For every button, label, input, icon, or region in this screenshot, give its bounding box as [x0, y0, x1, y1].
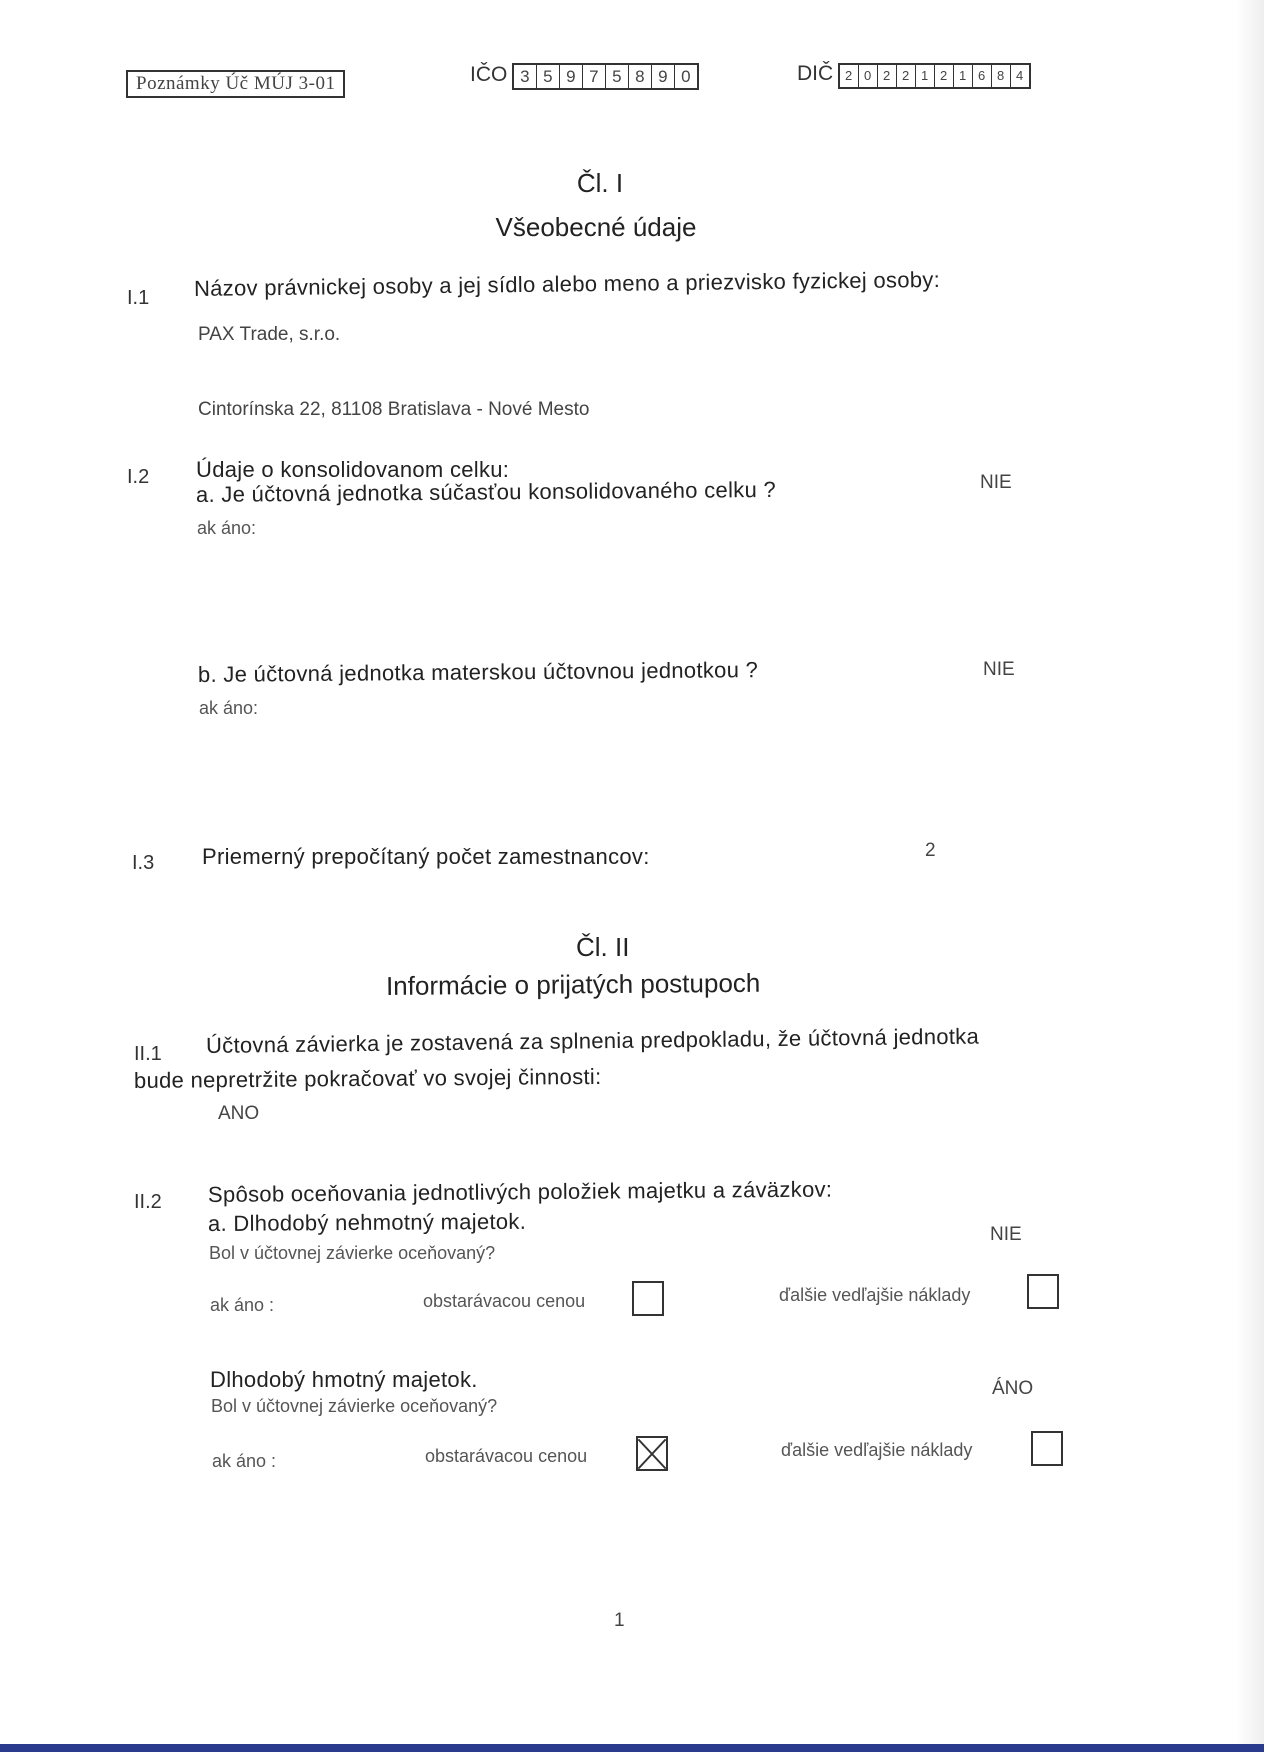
- intangible-assets-question: Bol v účtovnej závierke oceňovaný?: [209, 1243, 496, 1263]
- dic-digit: 1: [954, 65, 973, 87]
- ico-digit: 5: [537, 65, 560, 88]
- dic-label: DIČ: [797, 62, 834, 85]
- item-i2-label: Údaje o konsolidovanom celku:: [196, 457, 510, 482]
- ico-field: [470, 63, 699, 90]
- dic-digit: 1: [916, 65, 935, 87]
- tangible-assets-answer: ÁNO: [992, 1378, 1034, 1399]
- item-ii1-number: II.1: [134, 1043, 162, 1065]
- ico-label: IČO: [470, 63, 508, 86]
- dic-digit: 2: [897, 65, 916, 87]
- ico-digit: 8: [629, 65, 652, 88]
- tangible-cost-checkbox-checked[interactable]: [636, 1436, 668, 1471]
- item-i3-number: I.3: [132, 852, 155, 874]
- ico-digit: 5: [606, 65, 629, 88]
- item-i2-question-b: b. Je účtovná jednotka materskou účtovnou jednotkou ?: [197, 657, 759, 687]
- company-name: PAX Trade, s.r.o.: [198, 324, 341, 345]
- item-ii2-label: Spôsob oceňovania jednotlivých položiek majetku a záväzkov:: [207, 1176, 833, 1207]
- ico-digit: 3: [514, 65, 537, 88]
- ico-digit-boxes: [512, 63, 699, 90]
- item-i2-number: I.2: [127, 466, 150, 488]
- scan-bottom-edge: [0, 1744, 1264, 1752]
- dic-digit: 2: [935, 65, 954, 87]
- ico-digit: 0: [681, 67, 691, 87]
- scan-edge-shadow: [1236, 0, 1264, 1752]
- employee-count: 2: [925, 840, 936, 861]
- tangible-if-yes: ak áno :: [212, 1451, 277, 1471]
- ico-digit: 9: [652, 65, 675, 88]
- dic-digit: 4: [1016, 67, 1024, 83]
- item-i2-answer-a: NIE: [980, 472, 1012, 493]
- page-number: 1: [614, 1610, 625, 1631]
- tangible-extra-checkbox[interactable]: [1031, 1431, 1063, 1466]
- intangible-cost-checkbox[interactable]: [632, 1281, 664, 1316]
- item-ii1-line1: Účtovná závierka je zostavená za splnenia predpokladu, že účtovná jednotka: [205, 1023, 980, 1058]
- section1-subtitle: Všeobecné údaje: [495, 212, 697, 242]
- dic-field: [797, 62, 1031, 89]
- section2-subtitle: Informácie o prijatých postupoch: [385, 967, 761, 1001]
- tangible-assets-title: Dlhodobý hmotný majetok.: [210, 1367, 478, 1392]
- form-code: Poznámky Úč MÚJ 3-01: [126, 70, 345, 98]
- intangible-option-cost-label: obstarávacou cenou: [423, 1291, 586, 1311]
- company-address: Cintorínska 22, 81108 Bratislava - Nové Mesto: [198, 399, 590, 420]
- dic-digit: 6: [973, 65, 992, 87]
- item-i3-label: Priemerný prepočítaný počet zamestnancov:: [202, 844, 650, 869]
- item-ii1-line2: bude nepretržite pokračovať vo svojej činnosti:: [133, 1063, 602, 1093]
- intangible-if-yes: ak áno :: [210, 1295, 275, 1315]
- item-i2-question-a: a. Je účtovná jednotka súčasťou konsolidovaného celku ?: [195, 476, 777, 507]
- intangible-option-extra-label: ďalšie vedľajšie náklady: [779, 1285, 971, 1305]
- item-i2-if-yes-a: ak áno:: [197, 518, 257, 538]
- dic-digit: 8: [992, 65, 1011, 87]
- intangible-assets-answer: NIE: [990, 1224, 1022, 1245]
- tangible-option-extra-label: ďalšie vedľajšie náklady: [781, 1440, 973, 1460]
- dic-digit: 2: [840, 65, 859, 87]
- dic-digit: 2: [878, 65, 897, 87]
- item-i1-label: Názov právnickej osoby a jej sídlo alebo meno a priezvisko fyzickej osoby:: [193, 266, 941, 301]
- intangible-extra-checkbox[interactable]: [1027, 1274, 1059, 1309]
- item-ii2-number: II.2: [134, 1191, 162, 1213]
- ico-digit: 9: [560, 65, 583, 88]
- intangible-assets-title: a. Dlhodobý nehmotný majetok.: [207, 1208, 527, 1236]
- ico-digit: 7: [583, 65, 606, 88]
- section1-title: Čl. I: [576, 168, 624, 198]
- dic-digit-boxes: [838, 63, 1031, 89]
- item-i2-answer-b: NIE: [983, 659, 1015, 680]
- item-ii1-answer: ANO: [218, 1103, 260, 1124]
- tangible-option-cost-label: obstarávacou cenou: [425, 1446, 588, 1466]
- item-i2-if-yes-b: ak áno:: [199, 698, 259, 718]
- tangible-assets-question: Bol v účtovnej závierke oceňovaný?: [211, 1396, 498, 1416]
- dic-digit: 0: [859, 65, 878, 87]
- section2-title: Čl. II: [576, 932, 630, 962]
- item-i1-number: I.1: [127, 287, 150, 309]
